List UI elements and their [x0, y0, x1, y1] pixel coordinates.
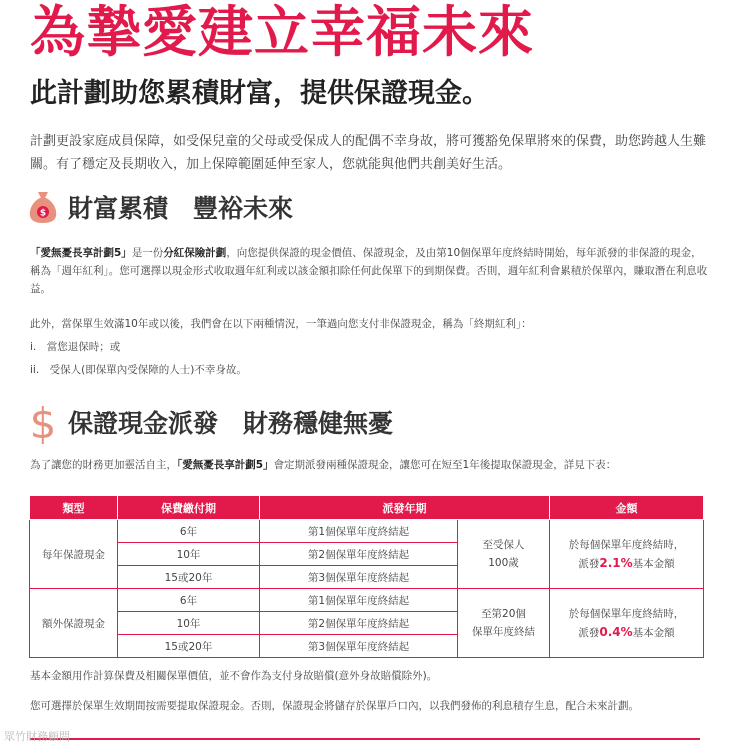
rate-highlight: 2.1%	[599, 555, 633, 570]
table-header: 保費繳付期	[118, 496, 260, 520]
dollar-sign-icon	[28, 400, 58, 444]
table-header: 類型	[30, 496, 118, 520]
table-cell-amount	[550, 589, 704, 658]
intro-paragraph: 計劃更設家庭成員保障，如受保兒童的父母或受保成人的配偶不幸身故，將可獲豁免保單將來的保費，助您跨越人生難關。有了穩定及長期收入，加上保障範圍延伸至家人，您就能與他們共創美好生活。	[30, 134, 707, 172]
table-cell: 10年	[118, 612, 260, 635]
text-span: 基本金額	[632, 626, 675, 639]
section-wealth-paragraph-1	[30, 244, 710, 298]
section-wealth-title: 財富累積 豐裕未來	[68, 194, 294, 223]
text-span: 為了讓您的財務更加靈活自主，	[30, 459, 177, 471]
table-header: 派發年期	[260, 496, 550, 520]
table-cell: 10年	[118, 543, 260, 566]
section-cash-header	[28, 400, 393, 444]
table-cell: 15或20年	[118, 635, 260, 658]
section-wealth-paragraph-2: 此外，當保單生效滿10年或以後，我們會在以下兩種情況，一筆過向您支付非保證現金，稱為「終期紅利」：	[30, 318, 532, 330]
footnote-withdrawal: 您可選擇於保單生效期間按需要提取保證現金。否則，保證現金將儲存於保單戶口內，以我們發佈的利息積存生息，配合未來計劃。	[30, 700, 639, 712]
table-cell: 6年	[118, 589, 260, 612]
table-cell: 第1個保單年度終結起	[260, 589, 458, 612]
svg-text:$: $	[29, 400, 57, 444]
plan-name: 「愛無憂長享計劃5」	[177, 459, 274, 471]
table-header-row	[30, 496, 704, 520]
table-cell: 第1個保單年度終結起	[260, 520, 458, 543]
text-span: 保單年度終結	[472, 626, 535, 638]
page-subtitle: 此計劃助您累積財富，提供保證現金。	[30, 78, 489, 109]
table-cell-type: 每年保證現金	[30, 520, 118, 589]
rate-highlight: 0.4%	[599, 624, 633, 639]
list-item: i. 當您退保時；或	[30, 341, 121, 353]
table-cell: 15或20年	[118, 566, 260, 589]
table-cell: 6年	[118, 520, 260, 543]
text-span: ，向您提供保證的現金價值、保證現金，及由第10個保單年度終結時開始，每年派發的非保證的現金，稱為「週年紅利」。您可選擇以現金形式收取週年紅利或以該金額扣除任何此保單下的到期保費。否則，週年紅利會累積於保單內，賺取潛在利息收益。	[30, 247, 708, 295]
table-cell: 第2個保單年度終結起	[260, 612, 458, 635]
text-span: 是一份	[131, 247, 164, 259]
bottom-divider	[30, 738, 700, 740]
table-row	[30, 589, 704, 612]
table-cell: 第3個保單年度終結起	[260, 566, 458, 589]
text-span: 派發	[578, 626, 600, 639]
footnote-basic-amount: 基本金額用作計算保費及相關保單價值，並不會作為支付身故賠償(意外身故賠償除外)。	[30, 670, 438, 682]
table-row	[30, 520, 704, 543]
guaranteed-cash-table	[29, 495, 704, 658]
text-span: 100歲	[488, 557, 519, 569]
text-span: 於每個保單年度終結時，	[568, 607, 685, 620]
text-span: 派發	[578, 557, 600, 570]
section-wealth-header	[28, 189, 293, 225]
money-bag-icon	[28, 190, 58, 224]
text-span: 會定期派發兩種保證現金，讓您可在短至1年後提取保證現金，詳見下表：	[273, 459, 617, 471]
plan-name: 「愛無憂長享計劃5」	[30, 247, 132, 259]
section-cash-title: 保證現金派發 財務穩健無憂	[68, 409, 394, 438]
table-cell-until	[458, 589, 550, 658]
svg-text:$: $	[39, 208, 47, 219]
table-cell: 第2個保單年度終結起	[260, 543, 458, 566]
text-span: 基本金額	[632, 557, 675, 570]
table-cell-until	[458, 520, 550, 589]
table-cell-type: 額外保證現金	[30, 589, 118, 658]
list-item: ii. 受保人(即保單內受保障的人士)不幸身故。	[30, 364, 247, 376]
text-span: 至受保人	[482, 539, 525, 551]
watermark: 眾竹財務顧問	[4, 730, 70, 743]
table-header: 金額	[550, 496, 704, 520]
table-cell: 第3個保單年度終結起	[260, 635, 458, 658]
text-span: 至第20個	[481, 608, 526, 620]
page-headline: 為摯愛建立幸福未來	[30, 0, 535, 64]
section-cash-paragraph	[30, 456, 710, 474]
bold-term: 分紅保險計劃	[163, 247, 227, 259]
table-cell-amount	[550, 520, 704, 589]
text-span: 於每個保單年度終結時，	[568, 538, 685, 551]
